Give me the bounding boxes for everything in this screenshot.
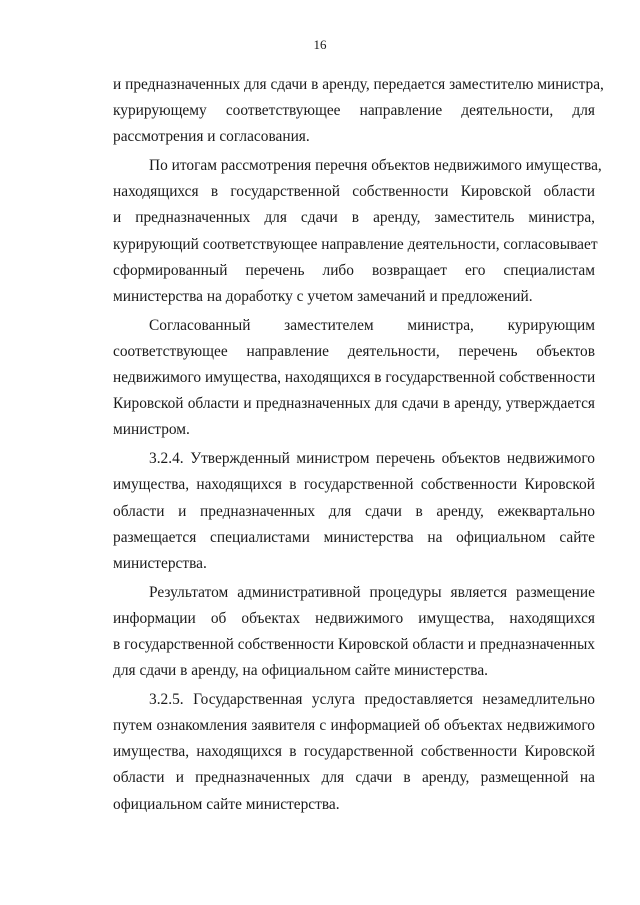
text-line: сформированный перечень либо возвращает его специалистам — [113, 261, 595, 279]
text-line: информации об объектах недвижимого имущества, находящихся — [113, 609, 595, 627]
text-line: путем ознакомления заявителя с информацией об объектах недвижимого — [113, 717, 595, 735]
text-line: области и предназначенных для сдачи в аренду, размещенной на — [113, 769, 595, 787]
text-line: для сдачи в аренду, на официальном сайте министерства. — [113, 662, 489, 680]
text-line: официальном сайте министерства. — [113, 795, 340, 813]
text-line: министерства на доработку с учетом замечаний и предложений. — [113, 287, 533, 305]
text-line: имущества, находящихся в государственной собственности Кировской — [113, 476, 595, 494]
text-line: министерства. — [113, 554, 207, 572]
text-line: По итогам рассмотрения перечня объектов недвижимого имущества, — [149, 157, 602, 175]
text-line: и предназначенных для сдачи в аренду, заместитель министра, — [113, 209, 595, 227]
page-number: 16 — [313, 37, 327, 52]
text-line: Результатом административной процедуры является размещение — [149, 583, 595, 601]
text-line: курирующему соответствующее направление деятельности, для — [113, 102, 595, 120]
text-line: 3.2.4. Утвержденный министром перечень объектов недвижимого — [149, 450, 595, 468]
text-line: недвижимого имущества, находящихся в государственной собственности — [113, 369, 596, 387]
text-line: и предназначенных для сдачи в аренду, передается заместителю министра, — [113, 76, 604, 93]
paragraph — [113, 580, 595, 684]
text-line: Согласованный заместителем министра, курирующим — [149, 316, 595, 334]
paragraph — [113, 687, 595, 817]
paragraph — [113, 313, 595, 443]
text-line: области и предназначенных для сдачи в аренду, ежеквартально — [113, 502, 595, 520]
text-line: курирующий соответствующее направление деятельности, согласовывает — [113, 235, 598, 253]
paragraph — [113, 72, 604, 150]
text-line: имущества, находящихся в государственной собственности Кировской — [113, 743, 595, 761]
text-line: в государственной собственности Кировской области и предназначенных — [113, 635, 595, 653]
paragraph — [113, 153, 602, 310]
text-line: рассмотрения и согласования. — [113, 128, 310, 146]
text-line: 3.2.5. Государственная услуга предоставляется незамедлительно — [149, 691, 595, 709]
text-line: соответствующее направление деятельности, перечень объектов — [113, 342, 595, 360]
text-line: Кировской области и предназначенных для сдачи в аренду, утверждается — [113, 395, 595, 413]
text-line: размещается специалистами министерства на официальном сайте — [113, 528, 595, 546]
text-line: находящихся в государственной собственности Кировской области — [113, 183, 595, 201]
text-line: министром. — [113, 421, 190, 439]
document-body — [113, 72, 604, 821]
paragraph — [113, 446, 595, 576]
